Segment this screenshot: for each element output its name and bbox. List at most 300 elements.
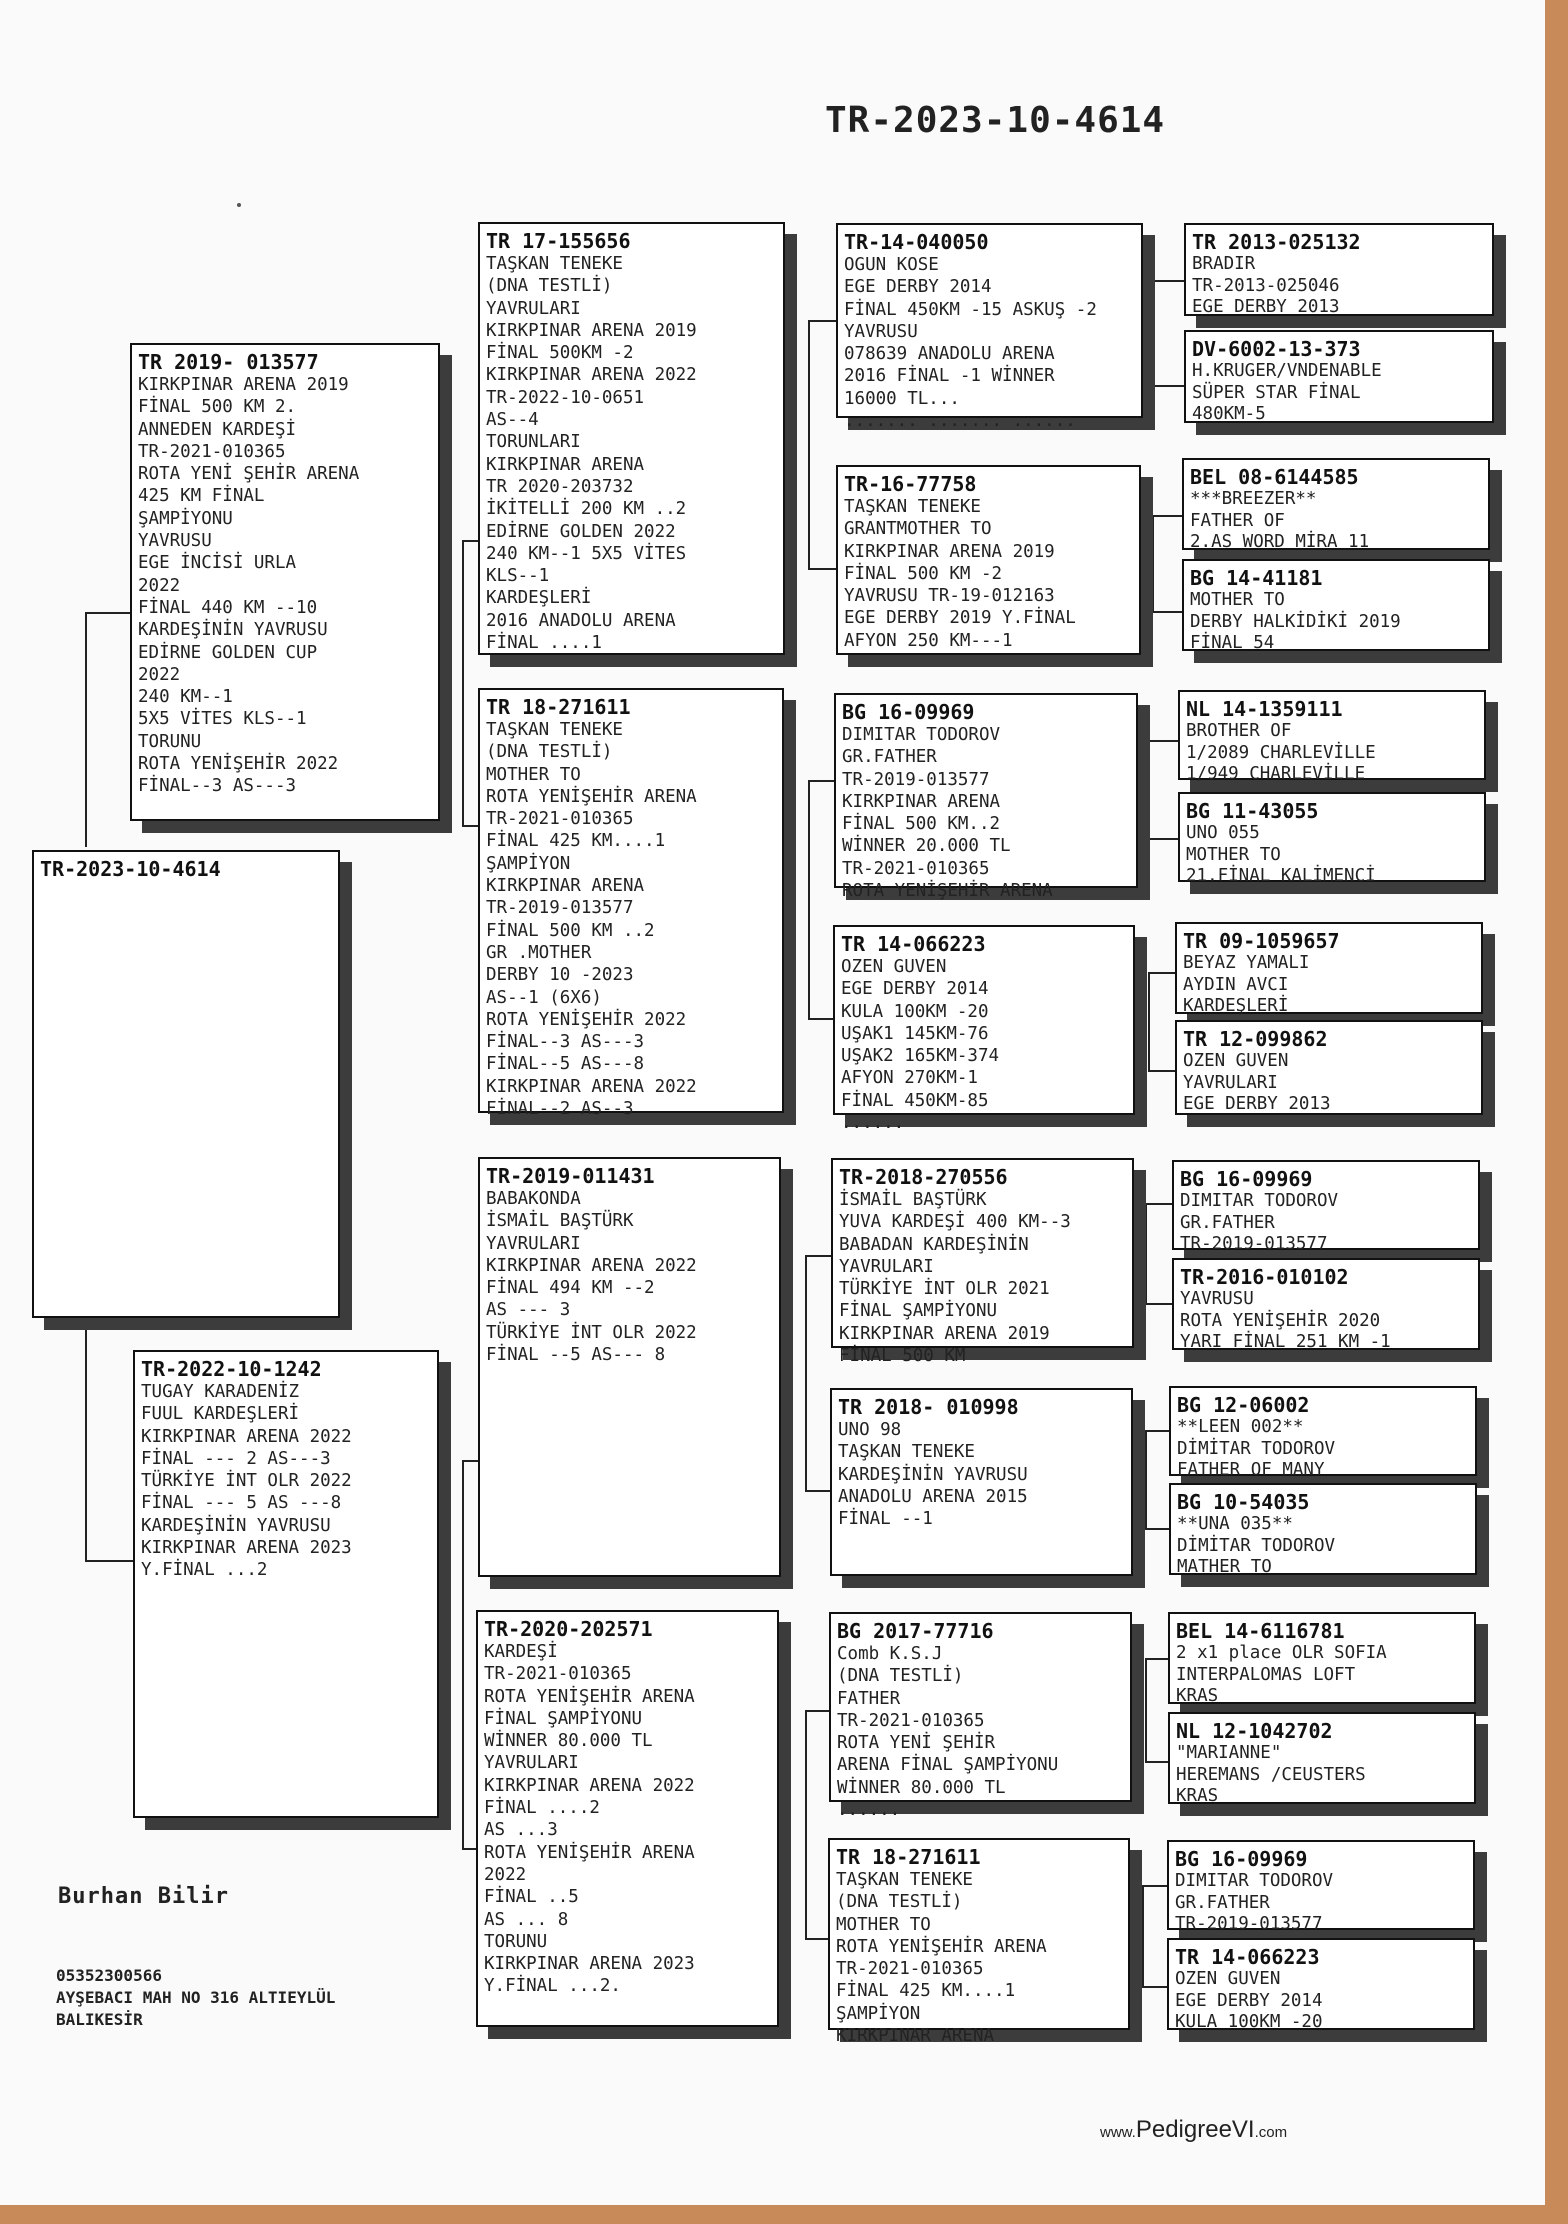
note-line: YAVRUSU [1180,1289,1254,1309]
note-line: **UNA 035** [1177,1514,1293,1534]
ring-number: BEL 08-6144585 [1190,465,1359,489]
pedigree-box-gen3-4 [833,925,1135,1134]
note-line: FİNAL--2 AS--3 [486,1099,634,1120]
note-line: EGE DERBY 2014 [844,277,992,298]
note-line: ROTA YENİ ŞEHİR ARENA [138,464,360,485]
note-line: AFYON 270KM-1 [841,1068,978,1089]
note-line: 1/949 CHARLEVİLLE [1186,764,1366,784]
note-line: GR.FATHER [1175,1892,1270,1913]
note-line: DIMITAR TODOROV [1175,1871,1334,1891]
note-line: TR-2021-010365 [484,1664,632,1685]
note-line: KIRKPINAR ARENA 2022 [484,1775,695,1796]
note-line: TR-2019-013577 [1180,1234,1328,1254]
note-line: AYDIN AVCI [1183,974,1289,995]
note-line: 480KM-5 [1192,404,1266,424]
note-line: FİNAL--3 AS---3 [138,776,297,797]
note-line: WİNNER 80.000 TL [484,1731,653,1752]
note-line: FİNAL--3 AS---3 [486,1032,645,1053]
pedigree-box-gen3-3 [834,693,1138,902]
connector-line [462,1460,464,1850]
note-line: FİNAL ....1 [486,633,602,654]
note-line: TR-2021-010365 [138,441,286,462]
note-line: EGE İNCİSİ URLA [138,553,297,574]
note-line: ...... [841,1113,905,1134]
owner-phone: 05352300566 [56,1966,162,1985]
note-line: FATHER [837,1688,901,1709]
ring-number: TR 18-271611 [836,1845,981,1869]
note-line: 5X5 VİTES KLS--1 [138,709,307,730]
pedigree-box-gen2-4 [476,1610,779,2027]
pedigree-box-gen2-1 [478,222,785,655]
note-line: FİNAL --- 2 AS---3 [141,1448,331,1469]
note-line: KARDEŞİ [484,1642,558,1662]
note-line: MOTHER TO [1190,590,1285,610]
note-line: ARENA FİNAL ŞAMPİYONU [837,1755,1059,1776]
pedigree-box-dam [133,1350,439,1818]
pedigree-box-gen4-10 [1172,1258,1480,1350]
note-line: YAVRULARI [1183,1072,1278,1093]
connector-line [1148,740,1150,840]
note-line: KARDEŞLERİ [1183,996,1289,1016]
note-line: 2022 [138,664,181,685]
connector-line [1145,1430,1147,1530]
note-line: ANNEDEN KARDEŞİ [138,419,297,440]
note-line: KIRKPINAR ARENA 2022 [486,1076,697,1097]
pedigree-box-gen3-1 [836,223,1143,432]
scan-speck [237,203,241,207]
connector-line [1148,740,1178,742]
note-line: 1/2089 CHARLEVİLLE [1186,742,1376,763]
note-line: YAVRULARI [839,1256,934,1277]
ring-number: BG 12-06002 [1177,1393,1310,1417]
note-line: UNO 98 [838,1420,902,1440]
ring-number: TR-2022-10-1242 [141,1357,322,1381]
note-line: WİNNER 20.000 TL [842,836,1011,857]
note-line: TAŞKAN TENEKE [486,254,623,274]
note-line: KIRKPINAR ARENA [486,454,645,475]
note-line: TORUNLARI [486,432,581,453]
note-line: MOTHER TO [836,1914,931,1935]
note-line: Y.FİNAL ...2. [484,1976,621,1997]
note-line: KIRKPINAR ARENA 2019 [138,375,349,395]
connector-line [85,1330,87,1562]
note-line: YAVRULARI [486,298,581,319]
note-line: İSMAİL BAŞTÜRK [486,1211,634,1232]
note-line: FİNAL 425 KM....1 [486,831,666,852]
note-line: FİNAL 450KM -15 ASKUŞ -2 [844,299,1097,320]
note-line: KRAS [1176,1686,1219,1706]
note-line: KIRKPINAR ARENA 2022 [486,365,697,386]
note-line: MATHER TO [1177,1557,1272,1577]
connector-line [462,825,478,827]
note-line: FİNAL 500 KM..2 [842,814,1001,835]
ring-number: TR-2018-270556 [839,1165,1008,1189]
note-line: BROTHER OF [1186,721,1292,741]
owner-address-line2: BALIKESİR [56,2010,143,2029]
note-line: YARI FİNAL 251 KM -1 [1180,1332,1391,1352]
note-line: AFYON 250 KM---1 [844,630,1013,651]
ring-number: BG 14-41181 [1190,566,1323,590]
note-line: ...... [837,1800,901,1821]
note-line: FİNAL 500KM -2 [486,343,634,364]
note-line: BABAKONDA [486,1189,581,1209]
note-line: OZEN GUVEN [1175,1969,1281,1989]
note-line: ***BREEZER** [1190,489,1317,509]
note-line: TÜRKİYE İNT OLR 2022 [141,1471,352,1492]
note-line: 16000 TL... [844,388,960,409]
note-line: KARDEŞLERİ [486,588,592,609]
connector-line [462,540,478,542]
ring-number: BG 16-09969 [1175,1847,1308,1871]
pedigree-box-gen4-4 [1182,559,1490,651]
note-line: (DNA TESTLİ) [486,742,613,763]
connector-line [1142,1885,1144,1988]
pedigree-box-gen3-8 [828,1838,1130,2047]
note-line: TÜRKİYE İNT OLR 2022 [486,1322,697,1343]
note-line: YAVRULARI [486,1233,581,1254]
connector-line [85,612,132,614]
note-line: 2016 ANADOLU ARENA [486,610,676,631]
ring-number: TR 14-066223 [841,932,986,956]
note-line: ANADOLU ARENA 2015 [838,1486,1028,1507]
note-line: Comb K.S.J [837,1644,943,1664]
note-line: TR 2020-203732 [486,476,634,497]
pedigree-title: TR-2023-10-4614 [825,100,1166,141]
note-line: (DNA TESTLİ) [837,1666,964,1687]
note-line: Y.FİNAL ...2 [141,1560,268,1581]
note-line: FİNAL 500 KM ..2 [486,920,655,941]
connector-line [1145,1203,1147,1305]
note-line: FATHER OF [1190,510,1285,531]
note-line: GRANTMOTHER TO [844,519,992,540]
pedigree-box-gen4-1 [1184,223,1494,316]
note-line: 2022 [484,1864,527,1885]
note-line: KIRKPINAR ARENA 2023 [484,1954,695,1975]
note-line: EGE DERBY 2014 [1175,1990,1323,2011]
brand-name: PedigreeVI [1135,2116,1255,2143]
note-line: 240 KM--1 5X5 VİTES [486,543,687,564]
note-line: ....... ....... ...... [844,411,1076,432]
note-line: TUGAY KARADENİZ [141,1382,300,1402]
ring-number: TR 2018- 010998 [838,1395,1019,1419]
note-line: ROTA YENİŞEHİR 2022 [486,1009,687,1030]
connector-line [1152,611,1182,613]
pedigree-box-gen4-13 [1168,1612,1476,1704]
note-line: KIRKPINAR ARENA 2019 [486,320,697,341]
note-line: TÜRKİYE İNT OLR 2021 [839,1279,1050,1300]
note-line: H.KRUGER/VNDENABLE [1192,361,1382,381]
note-line: FİNAL --5 AS--- 8 [486,1345,666,1366]
note-line: SÜPER STAR FİNAL [1192,382,1361,403]
owner-address-line1: AYŞEBACI MAH NO 316 ALTIEYLÜL [56,1988,336,2007]
note-line: EGE DERBY 2013 [1192,297,1340,317]
note-line: AS--4 [486,410,539,431]
note-line: EDİRNE GOLDEN 2022 [486,521,676,542]
note-line: AS --- 3 [486,1300,571,1321]
note-line: BABADAN KARDEŞİNİN [839,1234,1029,1255]
note-line: FUUL KARDEŞLERİ [141,1404,300,1425]
note-line: "MARIANNE" [1176,1743,1282,1763]
note-line: FİNAL 425 KM....1 [836,1981,1016,2002]
note-line: DİMİTAR TODOROV [1177,1535,1336,1556]
note-line: UŞAK1 145KM-76 [841,1023,989,1044]
note-line: ROTA YENİŞEHİR ARENA [836,1936,1047,1957]
note-line: TR-2019-013577 [1175,1914,1323,1934]
note-line: UNO 055 [1186,823,1260,843]
ring-number: TR 09-1059657 [1183,929,1340,953]
connector-line [1148,972,1178,974]
note-line: AS--1 (6X6) [486,987,602,1008]
pedigree-box-gen4-15 [1167,1840,1475,1934]
pedigree-box-gen2-3 [478,1157,781,1577]
ring-number: TR 12-099862 [1183,1027,1328,1051]
note-line: İSMAİL BAŞTÜRK [839,1190,987,1210]
note-line: KARDEŞİNİN YAVRUSU [138,620,328,641]
note-line: ŞAMPİYONU [138,508,233,529]
pedigree-box-gen4-5 [1178,690,1486,784]
note-line: OZEN GUVEN [1183,1051,1289,1071]
ring-number: TR-2016-010102 [1180,1265,1349,1289]
ring-number: TR-2023-10-4614 [40,857,221,881]
connector-line [1152,280,1184,282]
note-line: DIMITAR TODOROV [1180,1191,1339,1211]
note-line: **LEEN 002** [1177,1417,1304,1437]
note-line: KIRKPINAR ARENA [486,876,645,897]
note-line: İKİTELLİ 200 KM ..2 [486,499,687,520]
pedigree-box-gen2-2 [478,688,784,1120]
note-line: KIRKPINAR ARENA 2022 [486,1255,697,1276]
note-line: MOTHER TO [1186,844,1281,865]
note-line: FİNAL 450KM-85 [841,1090,989,1111]
note-line: YAVRULARI [484,1753,579,1774]
pedigree-box-gen4-11 [1169,1386,1477,1480]
note-line: ROTA YENİŞEHİR ARENA [484,1686,695,1707]
ring-number: NL 14-1359111 [1186,697,1343,721]
note-line: 078639 ANADOLU ARENA [844,344,1055,365]
note-line: EGE DERBY 2013 [1183,1094,1331,1114]
ring-number: TR-14-040050 [844,230,989,254]
note-line: HEREMANS /CEUSTERS [1176,1764,1366,1785]
note-line: FİNAL 494 KM --2 [486,1278,655,1299]
note-line: ROTA YENİŞEHİR 2022 [138,754,339,775]
note-line: ROTA YENİŞEHİR ARENA [486,786,697,807]
note-line: YAVRUSU [844,321,918,342]
note-line: FİNAL 500 KM [839,1346,966,1367]
connector-line [85,612,87,847]
connector-line [1145,1658,1147,1763]
connector-line [462,540,464,827]
note-line: KARDEŞİNİN YAVRUSU [838,1464,1028,1485]
note-line: OZEN GUVEN [841,957,947,977]
note-line: ROTA YENİ ŞEHİR [837,1733,996,1754]
note-line: FİNAL --- 5 AS ---8 [141,1493,342,1514]
ring-number: BG 2017-77716 [837,1619,994,1643]
note-line: GR.FATHER [1180,1212,1275,1233]
note-line: TORUNU [484,1931,548,1952]
note-line: KIRKPINAR ARENA 2022 [141,1426,352,1447]
note-line: TAŞKAN TENEKE [838,1442,975,1463]
note-line: GR.FATHER [842,747,937,768]
note-line: KULA 100KM -20 [841,1001,989,1022]
note-line: ROTA YENİŞEHİR ARENA [842,881,1053,902]
connector-line [462,1460,478,1462]
connector-line [808,1018,836,1020]
note-line: ŞAMPİYON [836,2003,921,2024]
note-line: 240 KM--1 [138,687,233,708]
pedigree-box-gen3-6 [830,1388,1133,1576]
note-line: EDİRNE GOLDEN CUP [138,642,318,663]
ring-number: BG 10-54035 [1177,1490,1310,1514]
note-line: FİNAL 440 KM --10 [138,597,318,618]
connector-line [1148,838,1178,840]
connector-line [805,1255,833,1257]
connector-line [805,1490,833,1492]
note-line: TR-2019-013577 [486,898,634,919]
connector-line [808,320,810,570]
note-line: ROTA YENİŞEHİR 2020 [1180,1310,1381,1331]
note-line: (DNA TESTLİ) [486,276,613,297]
note-line: KLS--1 [486,566,550,587]
pedigree-box-gen4-16 [1167,1938,1475,2030]
pedigree-box-gen4-6 [1178,792,1486,886]
connector-line [1145,1303,1175,1305]
ring-number: TR 14-066223 [1175,1945,1320,1969]
note-line: UŞAK2 165KM-374 [841,1046,1000,1067]
pedigree-box-gen4-3 [1182,458,1490,550]
note-line: AS ... 8 [484,1909,569,1930]
connector-line [805,1710,807,1940]
note-line: 2 x1 place OLR SOFIA [1176,1643,1387,1663]
note-line: TAŞKAN TENEKE [836,1870,973,1890]
ring-number: TR-16-77758 [844,472,977,496]
pedigree-box-gen4-14 [1168,1712,1476,1804]
note-line: OGUN KOSE [844,255,939,275]
note-line: FİNAL ŞAMPİYONU [839,1301,998,1322]
note-line: KIRKPINAR ARENA 2019 [844,541,1055,562]
note-line: KARDEŞİNİN YAVRUSU [141,1515,331,1536]
connector-line [1148,972,1150,1072]
pedigree-box-gen3-5 [831,1158,1134,1367]
connector-line [808,320,836,322]
pedigree-box-gen4-2 [1184,330,1494,423]
note-line: TORUNU [138,731,202,752]
note-line: TAŞKAN TENEKE [486,720,623,740]
note-line: WİNNER 80.000 TL [837,1777,1006,1798]
owner-name: Burhan Bilir [58,1884,229,1909]
note-line: FİNAL ....2 [484,1798,600,1819]
note-line: AS ...3 [484,1820,558,1841]
note-line: DERBY HALKİDİKİ 2019 [1190,611,1401,632]
note-line: TR-2021-010365 [842,858,990,879]
note-line: DERBY 10 -2023 [486,965,634,986]
connector-line [1145,1203,1175,1205]
note-line: 2016 FİNAL -1 WİNNER [844,366,1055,387]
note-line: TR-2019-013577 [842,769,990,790]
note-line: KULA 100KM -20 [1175,2012,1323,2032]
note-line: TAŞKAN TENEKE [844,497,981,517]
note-line: FİNAL 54 [1190,633,1275,653]
connector-line [1152,515,1154,613]
note-line: FİNAL 500 KM -2 [844,563,1003,584]
ring-number: TR 18-271611 [486,695,631,719]
note-line: KIRKPINAR ARENA 2023 [141,1538,352,1559]
note-line: 2.AS WORD MİRA 11 [1190,532,1370,552]
pedigree-box-gen4-8 [1175,1020,1483,1115]
note-line: EGE DERBY 2019 Y.FİNAL [844,608,1076,629]
ring-number: BG 16-09969 [842,700,975,724]
connector-line [1152,280,1154,387]
note-line: 21.FİNAL KALİMENCİ [1186,866,1376,886]
note-line: YAVRUSU TR-19-012163 [844,586,1055,607]
pedigree-box-gen3-7 [829,1612,1132,1821]
ring-number: TR-2020-202571 [484,1617,653,1641]
note-line: TR-2021-010365 [836,1959,984,1980]
connector-line [1148,1070,1178,1072]
pedigree-box-sire [130,343,440,821]
ring-number: NL 12-1042702 [1176,1719,1333,1743]
pedigree-box-gen3-2 [836,465,1141,655]
note-line: FİNAL ŞAMPİYONU [484,1708,643,1729]
note-line: FİNAL --1 [838,1509,933,1530]
note-line: BRADIR [1192,254,1256,274]
note-line: TR-2022-10-0651 [486,387,645,408]
connector-line [808,780,836,782]
ring-number: TR 2019- 013577 [138,350,319,374]
connector-line [808,568,836,570]
note-line: KRAS [1176,1786,1219,1806]
note-line: YAVRUSU [138,531,212,552]
note-line: KIRKPINAR ARENA [842,791,1001,812]
pedigree-brand-logo [1100,2116,1287,2144]
connector-line [1152,515,1182,517]
connector-line [85,1560,133,1562]
ring-number: BG 11-43055 [1186,799,1319,823]
note-line: INTERPALOMAS LOFT [1176,1664,1356,1685]
note-line: FİNAL--5 AS---8 [486,1054,645,1075]
pedigree-box-gen4-12 [1169,1483,1477,1575]
note-line: TR-2021-010365 [837,1710,985,1731]
note-line: ŞAMPİYON [486,853,571,874]
note-line: TR-2013-025046 [1192,275,1340,296]
note-line: FATHER OF MANY [1177,1460,1325,1480]
note-line: MOTHER TO [486,764,581,785]
connector-line [1152,385,1184,387]
pedigree-box-gen4-9 [1172,1160,1480,1254]
note-line: 425 KM FİNAL [138,486,265,507]
note-line: TR-2021-010365 [486,809,634,830]
note-line: ROTA YENİŞEHİR ARENA [484,1842,695,1863]
note-line: FİNAL ..5 [484,1887,579,1908]
ring-number: TR 17-155656 [486,229,631,253]
note-line: BEYAZ YAMALI [1183,953,1310,973]
note-line: 2022 [138,575,181,596]
ring-number: TR-2019-011431 [486,1164,655,1188]
ring-number: BG 16-09969 [1180,1167,1313,1191]
note-line: KIRKPINAR ARENA 2019 [839,1323,1050,1344]
ring-number: BEL 14-6116781 [1176,1619,1345,1643]
note-line: EGE DERBY 2014 [841,979,989,1000]
brand-suffix: .com [1254,2124,1288,2141]
ring-number: TR 2013-025132 [1192,230,1361,254]
note-line: (DNA TESTLİ) [836,1892,963,1913]
note-line: YUVA KARDEŞİ 400 KM--3 [839,1212,1071,1233]
pedigree-box-gen4-7 [1175,922,1483,1014]
note-line: DİMİTAR TODOROV [1177,1438,1336,1459]
note-line: FİNAL 500 KM 2. [138,397,297,418]
pedigree-box-subject [32,850,340,1318]
connector-line [808,780,810,1020]
note-line: GR .MOTHER [486,942,592,963]
